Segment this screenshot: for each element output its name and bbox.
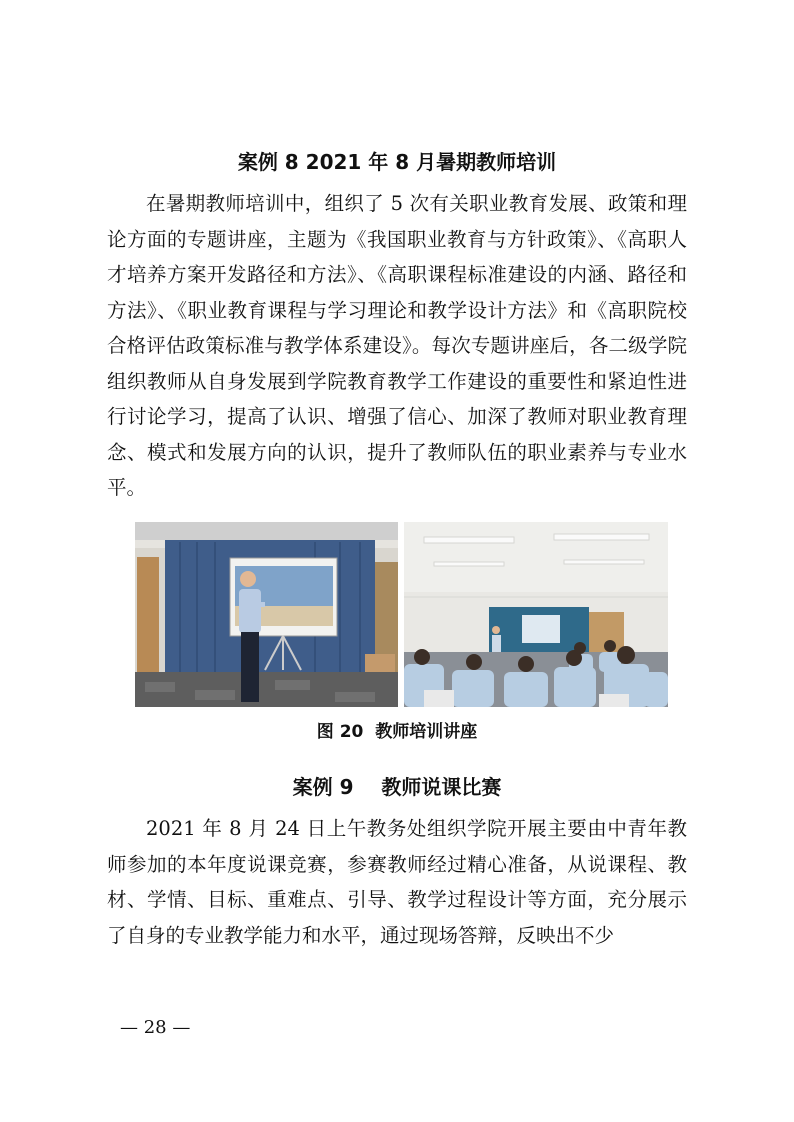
case9-title: 案例 9 教师说课比赛 [292, 775, 502, 799]
case8-title: 案例 8 2021 年 8 月暑期教师培训 [237, 150, 557, 174]
case8-paragraph: 在暑期教师培训中，组织了 5 次有关职业教育发展、政策和理论方面的专题讲座，主题为《我国职业教育与方针政策》、《高职人才培养方案开发路径和方法》、《高职课程标准建设的内涵、路径和方法》、《职业教育课程与学习理论和教学设计方法》和《高职院校合格评估政策标准与教学体系建设》。每次专题讲座后，各二级学院组织教师从自身发展到学院教育教学工作建设的重要性和紧迫性进行讨论学习，提高了认识、增强了信心、加深了教师对职业教育理念、模式和发展方向的认识，提升了教师队伍的职业素养与专业水平。 [107, 192, 687, 499]
classroom-audience-image [404, 522, 668, 707]
figure-caption: 图 20 教师培训讲座 [316, 722, 478, 742]
lecture-photo-right [404, 522, 668, 707]
lecture-photo-left [135, 522, 398, 707]
page-number: — 28 — [120, 1017, 191, 1038]
lecturer-presenting-image [135, 522, 398, 707]
case9-paragraph: 2021 年 8 月 24 日上午教务处组织学院开展主要由中青年教师参加的本年度说课竞赛，参赛教师经过精心准备，从说课程、教材、学情、目标、重难点、引导、教学过程设计等方面，充分展示了自身的专业教学能力和水平，通过现场答辩，反映出不少 [107, 817, 687, 947]
